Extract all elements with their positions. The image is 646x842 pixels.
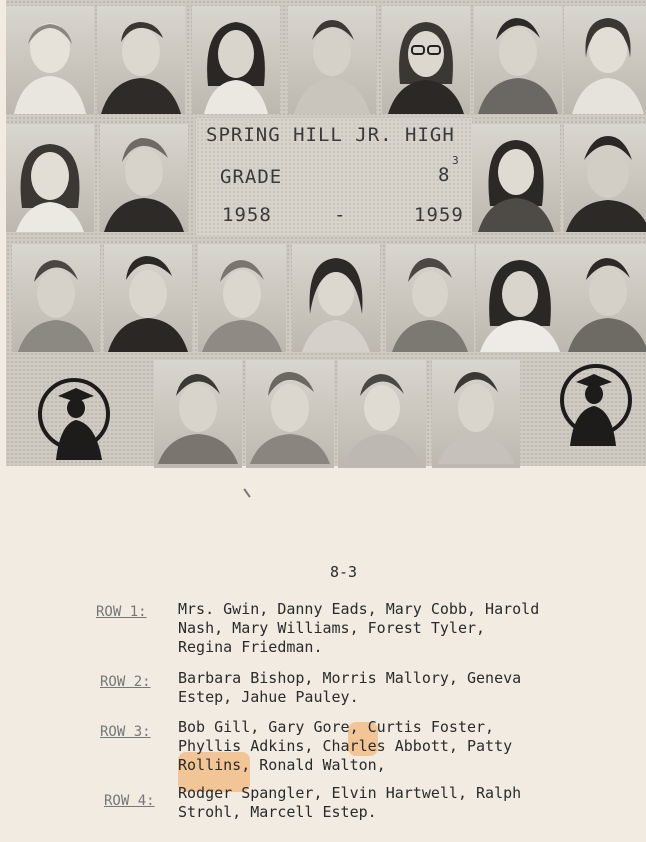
row-4-label: ROW 4: xyxy=(104,793,155,809)
row-4-names: Rodger Spangler, Elvin Hartwell, Ralph Strohl, Marcell Estep. xyxy=(178,784,522,821)
portrait-photo xyxy=(432,360,520,468)
portrait-photo xyxy=(97,6,185,114)
portrait-photo xyxy=(198,244,286,352)
portrait-photo xyxy=(564,6,646,114)
portrait-photo xyxy=(12,244,100,352)
portrait-photo xyxy=(104,244,192,352)
portrait-photo xyxy=(382,6,470,114)
portrait-photo xyxy=(564,124,646,232)
row-3-names: Bob Gill, Gary Gore, Curtis Foster, Phyllis Adkins, Charles Abbott, Patty Rollins, Ronald Walton, xyxy=(178,718,513,774)
school-name: SPRING HILL JR. HIGH xyxy=(206,124,455,146)
portrait-photo xyxy=(292,244,380,352)
year-dash: - xyxy=(334,204,347,226)
row-1-label: ROW 1: xyxy=(96,604,147,620)
section-number: 8-3 xyxy=(330,563,358,581)
graduate-emblem-icon xyxy=(558,358,634,450)
grade-value: 8 xyxy=(438,164,451,186)
row-2-names: Barbara Bishop, Morris Mallory, Geneva Estep, Jahue Pauley. xyxy=(178,669,522,706)
portrait-photo xyxy=(100,124,188,232)
stray-mark xyxy=(243,488,250,497)
year-start: 1958 xyxy=(222,204,272,226)
portrait-photo xyxy=(474,6,562,114)
year-end: 1959 xyxy=(414,204,464,226)
row-3-label: ROW 3: xyxy=(100,724,151,740)
portrait-photo xyxy=(472,124,560,232)
portrait-photo xyxy=(192,6,280,114)
portrait-photo xyxy=(6,6,94,114)
portrait-photo xyxy=(246,360,334,468)
portrait-photo xyxy=(338,360,426,468)
row-2-label: ROW 2: xyxy=(100,674,151,690)
portrait-photo xyxy=(476,244,564,352)
graduate-emblem-icon xyxy=(36,372,112,464)
portrait-photo xyxy=(288,6,376,114)
class-photo-block xyxy=(6,0,646,466)
portrait-photo xyxy=(154,360,242,468)
portrait-photo xyxy=(386,244,474,352)
grade-label: GRADE xyxy=(220,166,283,188)
title-panel xyxy=(196,118,472,236)
grade-section-superscript: 3 xyxy=(452,154,460,167)
portrait-photo xyxy=(564,244,646,352)
row-1-names: Mrs. Gwin, Danny Eads, Mary Cobb, Harold Nash, Mary Williams, Forest Tyler, Regina Friedman. xyxy=(178,600,540,656)
portrait-photo xyxy=(6,124,94,232)
